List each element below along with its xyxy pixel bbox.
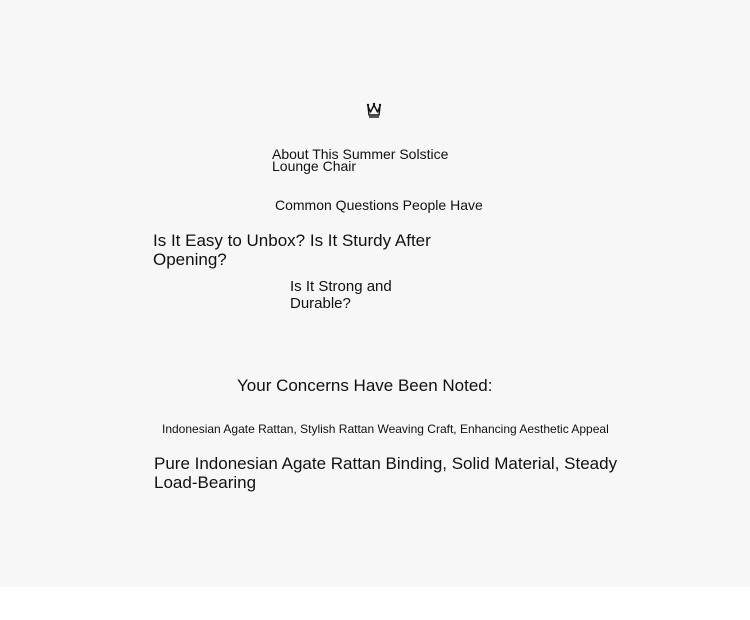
crown-icon	[364, 100, 384, 120]
features-text: Indonesian Agate Rattan, Stylish Rattan Weaving Craft, Enhancing Aesthetic Appeal	[162, 422, 609, 436]
faq-title: Common Questions People Have	[275, 197, 483, 213]
faq-question-durability: Is It Strong and Durable?	[290, 278, 392, 312]
faq-question-unboxing: Is It Easy to Unbox? Is It Sturdy After Opening?	[153, 231, 431, 269]
concerns-title: Your Concerns Have Been Noted:	[237, 376, 493, 395]
binding-title: Pure Indonesian Agate Rattan Binding, Solid Material, Steady Load-Bearing	[154, 454, 618, 492]
about-title: About This Summer Solstice Lounge Chair	[272, 146, 449, 174]
